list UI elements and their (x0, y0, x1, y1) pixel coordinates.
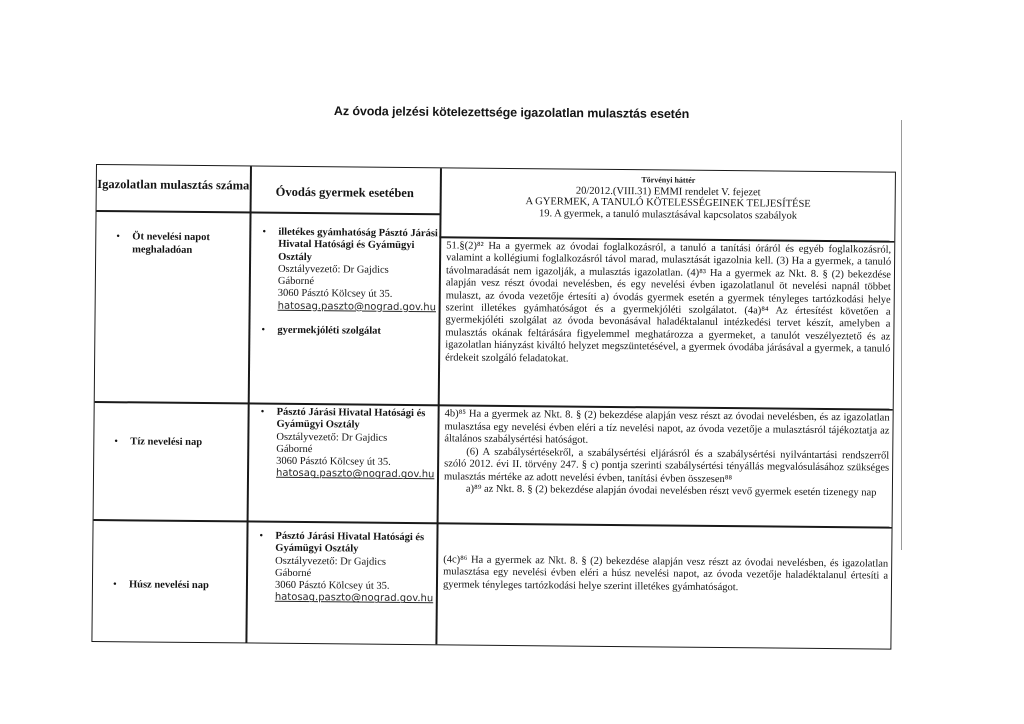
row1-address: 3060 Pásztó Kölcsey út 35. (277, 288, 393, 301)
row3-legal-text: (4c)⁸⁶ Ha a gyermek az Nkt. 8. § (2) bekezdése alapján vesz részt az óvodai nevelésben, és igazolatlan mulasztása egy nevelési évben eléri a húsz nevelési napot, az óvoda vezetője haladéktalanul értesíti a gyermek tényleges tartózkodási helye szerint illetékes gyámhatóságot. (442, 554, 889, 593)
row1-authority (255, 227, 438, 339)
row2-head-of-department: Osztályvezető: Dr Gajdics (276, 431, 388, 444)
margin-line (901, 120, 902, 550)
row3-absence-count: • Húsz nevelési nap (107, 579, 265, 593)
row1-email-link[interactable]: hatosag.paszto@nograd.gov.hu (277, 300, 437, 314)
row1-absence-count: • Öt nevelési napot meghaladóan (110, 231, 268, 258)
row3-head-name: Gáborné (275, 567, 312, 579)
row3-head-of-department: Osztályvezető: Dr Gajdics (275, 555, 387, 568)
row2-legal-text (444, 408, 890, 500)
row2-authority-name: • Pásztó Járási Hivatal Hatósági és Gyámügyi Osztály (254, 407, 436, 433)
row2-legal-p3: a)⁸⁹ az Nkt. 8. § (2) bekezdése alapján óvodai nevelésben részt vevő gyermek esetén tizenegy nap (465, 483, 877, 499)
row2-authority (254, 407, 437, 483)
row2-email-link[interactable]: hatosag.paszto@nograd.gov.hu (275, 468, 435, 481)
header-legal-line1: 20/2012.(VIII.31) EMMI rendelet V. fejezet (575, 185, 761, 198)
header-legal-line3: 19. A gyermek, a tanuló mulasztásával kapcsolatos szabályok (538, 208, 798, 222)
row1-legal-text: 51.§(2)⁸² Ha a gyermek az óvodai foglalkozásról, a tanuló a tanítási óráról és egyéb foglalkozásról, valamint a kollégiumi foglalkozásról távol marad, mulasztását igazolnia kell. (3) Ha a gyermek, a tanuló távolmaradását nem igazolják, a mulasztás igazolatlan. (4)⁸³ Ha a gyermek az Nkt. 8. § (2) bekezdése alapján vesz részt óvodai nevelésben, és egy nevelési évben igazolatlanul öt nevelési napnál többet mulaszt, az óvoda vezetője értesíti a) óvodás gyermek esetén a gyermek tényleges tartózkodási helye szerint illetékes gyámhatóságot és a gyermekjóléti szolgálatot. (4a)⁸⁴ Az értesítést követően a gyermekjóléti szolgálat az óvoda bevonásával haladéktalanul intézkedési tervet készít, amelyben a mulasztás okának feltárására figyelemmel meghatározza a gyermeket, a tanulót veszélyeztető és az igazolatlan hiányzást kiváltó helyzet megszüntetésével, a gyermek óvodába járásával a gyermek, a tanuló érdekeit szolgáló feladatokat. (445, 240, 892, 365)
row2-address: 3060 Pásztó Kölcsey út 35. (276, 455, 391, 469)
row1-head-of-department: Osztályvezető: Dr Gajdics (277, 263, 389, 276)
row1-head-name: Gáborné (277, 275, 315, 288)
absence-table (91, 164, 896, 650)
row2-head-name: Gáborné (276, 443, 313, 455)
row2-absence-count: • Tíz nevelési nap (108, 436, 266, 450)
row2-legal-p2: (6) A szabálysértésekről, a szabálysértési eljárásról és a szabálysértési nyilvántartási rendszerről szóló 2012. évi II. törvény 247. § c) pontja szerinti szabálysértési tényállás megvalósulásához szükséges mulasztás mértéke az adott nevelési évben, tanítási évben összesen⁸⁸ (443, 446, 890, 485)
row2-legal-p1: 4b)⁸⁵ Ha a gyermek az Nkt. 8. § (2) bekezdése alapján vesz részt az óvodai nevelésben, és az igazolatlan mulasztása egy nevelési évben eléri a tíz nevelési napot, az óvoda vezetője a mulasztásról tájékoztatja az általános szabálysértési hatóságot. (444, 408, 890, 446)
header-preschool-child: Óvodás gyermek esetében (275, 184, 414, 201)
page-title: Az óvoda jelzési kötelezettsége igazolatlan mulasztás esetén (333, 104, 690, 122)
header-absence-count: Igazolatlan mulasztás száma (97, 177, 250, 193)
header-legal-line2: A GYERMEK, A TANULÓ KÖTELESSÉGEINEK TELJESÍTÉSE (525, 196, 811, 211)
row3-authority-name: • Pásztó Járási Hivatal Hatósági és Gyámügyi Osztály (253, 531, 435, 557)
header-legal-background (439, 172, 896, 223)
row1-child-welfare-service: • gyermekjóléti szolgálat (255, 325, 437, 339)
header-divider (97, 210, 440, 215)
row3-address: 3060 Pásztó Kölcsey út 35. (274, 579, 390, 593)
row3-authority (253, 531, 436, 607)
row3-email-link[interactable]: hatosag.paszto@nograd.gov.hu (274, 592, 434, 605)
header-legal-small: Törvényi háttér (641, 175, 696, 185)
row1-authority-name: • illetékes gyámhatóság Pásztó Járási Hivatal Hatósági és Gyámügyi Osztály (256, 227, 438, 266)
row-divider (94, 519, 892, 528)
